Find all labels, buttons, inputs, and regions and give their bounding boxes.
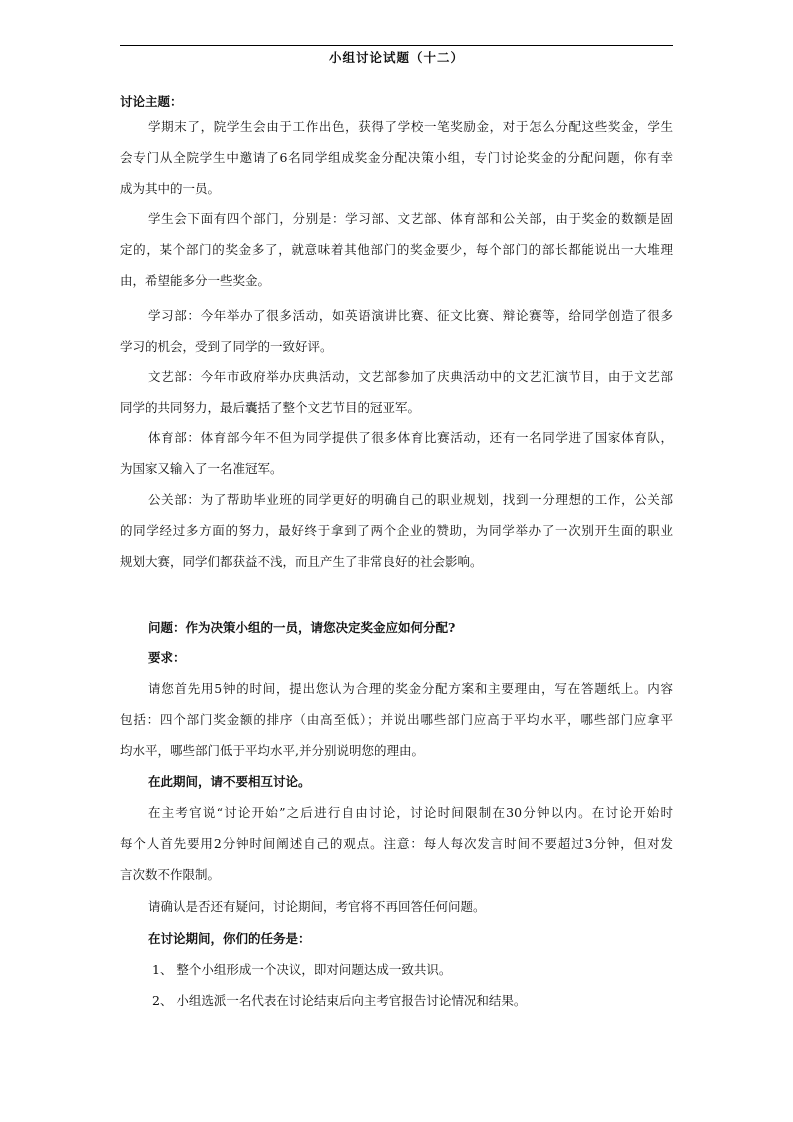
text-line: 请确认是否还有疑问，讨论期间，考官将不再回答任何问题。 [148,899,486,914]
text-line: 成为其中的一员。 [120,181,221,196]
text-line: 同学的共同努力，最后囊括了整个文艺节目的冠亚军。 [120,400,421,415]
paragraph [120,679,673,772]
text-line: 学习部：今年举办了很多活动，如英语演讲比赛、征文比赛、辩论赛等，给同学创造了很多 [148,308,673,323]
paragraph [120,209,673,302]
paragraph [120,306,673,368]
paragraph [120,490,673,583]
text-line: 规划大赛，同学们都获益不浅，而且产生了非常良好的社会影响。 [120,554,483,569]
text-line: 定的，某个部门的奖金多了，就意味着其他部门的奖金要少，每个部门的部长都能说出一大堆理 [120,242,673,257]
text-line: 学期末了，院学生会由于工作出色，获得了学校一笔奖励金，对于怎么分配这些奖金，学生 [148,119,673,134]
text-line: 由，希望能多分一些奖金。 [120,273,271,288]
paragraph [120,648,673,679]
text-line: 讨论主题： [120,94,183,109]
paragraph [120,367,673,429]
text-line: 1、 整个小组形成一个决议，即对问题达成一致共识。 [152,962,452,977]
paragraph [120,428,673,490]
text-line: 学习的机会，受到了同学的一致好评。 [120,339,333,354]
text-line: 在此期间，请不要相互讨论。 [148,774,311,789]
text-line: 的同学经过多方面的努力，最好终于拿到了两个企业的赞助，为同学举办了一次别开生面的职业 [120,523,673,538]
paragraph [120,618,673,649]
document-title: 小组讨论试题（十二） [328,50,464,65]
text-line: 每个人首先要用2分钟时间阐述自己的观点。注意：每人每次发言时间不要超过3分钟，但对发 [120,836,673,851]
text-line: 请您首先用5钟的时间，提出您认为合理的奖金分配方案和主要理由，写在答题纸上。内容 [148,681,673,696]
list-item [120,991,673,1022]
paragraph [120,897,673,928]
text-line: 学生会下面有四个部门，分别是：学习部、文艺部、体育部和公关部，由于奖金的数额是固 [148,211,673,226]
text-line: 会专门从全院学生中邀请了6名同学组成奖金分配决策小组，专门讨论奖金的分配问题，你有幸 [120,150,673,165]
text-line: 在主考官说“讨论开始”之后进行自由讨论，讨论时间限制在30分钟以内。在讨论开始时 [148,805,673,820]
paragraph [120,772,673,803]
text-line: 体育部：体育部今年不但为同学提供了很多体育比赛活动，还有一名同学进了国家体育队， [148,430,673,445]
text-line: 在讨论期间，你们的任务是： [148,931,311,946]
paragraph [120,929,673,960]
text-line: 2、 小组选派一名代表在讨论结束后向主考官报告讨论情况和结果。 [152,993,527,1008]
list-item [120,960,673,991]
paragraph [120,803,673,896]
text-line: 言次数不作限制。 [120,867,221,882]
text-line: 包括：四个部门奖金额的排序（由高至低）；并说出哪些部门应高于平均水平，哪些部门应拿平 [120,712,673,727]
text-line: 要求： [148,650,186,665]
text-line: 问题：作为决策小组的一员，请您决定奖金应如何分配? [148,620,456,635]
text-line: 为国家又输入了一名准冠军。 [120,461,283,476]
text-line: 均水平，哪些部门低于平均水平,并分别说明您的理由。 [120,743,424,758]
paragraph [120,117,673,210]
header-rule [120,45,673,46]
text-line: 文艺部：今年市政府举办庆典活动，文艺部参加了庆典活动中的文艺汇演节目，由于文艺部 [148,369,673,384]
text-line: 公关部：为了帮助毕业班的同学更好的明确自己的职业规划，找到一分理想的工作，公关部 [148,492,673,507]
